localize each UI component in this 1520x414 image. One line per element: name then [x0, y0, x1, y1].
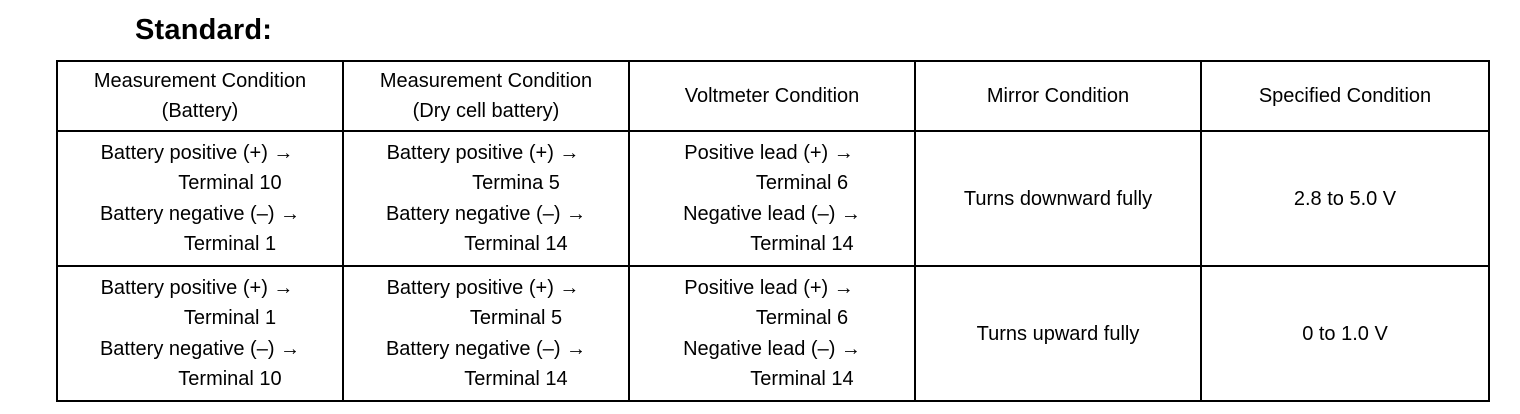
header-line: Mirror Condition: [986, 85, 1130, 107]
cell-line: Terminal 10: [178, 368, 282, 390]
cell-line: Battery negative (–) →: [99, 337, 301, 360]
specified-condition-cell: [1201, 131, 1489, 266]
cell-line: Positive lead (+) →: [684, 141, 854, 164]
header-line: Voltmeter Condition: [684, 85, 860, 107]
cell-line: Terminal 14: [750, 233, 854, 255]
table-row: [57, 131, 1489, 266]
header-dry-cell-condition: [343, 61, 629, 131]
header-line: (Dry cell battery): [412, 100, 560, 122]
header-voltmeter-condition: [629, 61, 915, 131]
battery-condition-cell: [57, 266, 343, 401]
cell-line: Terminal 5: [469, 307, 563, 329]
cell-line: Battery positive (+) →: [386, 141, 580, 164]
header-line: Measurement Condition: [93, 70, 307, 92]
cell-text: 2.8 to 5.0 V: [1293, 187, 1397, 210]
table-row: [57, 266, 1489, 401]
cell-line: Negative lead (–) →: [683, 202, 861, 225]
header-line: (Battery): [161, 100, 239, 122]
mirror-condition-cell: [915, 131, 1201, 266]
cell-line: Battery positive (+) →: [386, 276, 580, 299]
section-title: Standard:: [135, 14, 273, 46]
cell-line: Battery positive (+) →: [100, 276, 294, 299]
cell-text: Turns downward fully: [963, 187, 1153, 210]
cell-line: Terminal 14: [464, 233, 568, 255]
voltmeter-condition-cell: [629, 131, 915, 266]
cell-line: Positive lead (+) →: [684, 276, 854, 299]
cell-line: Terminal 14: [464, 368, 568, 390]
cell-line: Negative lead (–) →: [683, 337, 861, 360]
dry-cell-condition-cell: [343, 131, 629, 266]
cell-line: Terminal 1: [183, 233, 277, 255]
spec-table: [56, 60, 1490, 402]
cell-line: Battery negative (–) →: [99, 202, 301, 225]
header-specified-condition: [1201, 61, 1489, 131]
cell-text: Turns upward fully: [976, 322, 1140, 345]
cell-line: Battery negative (–) →: [385, 337, 587, 360]
cell-line: Battery negative (–) →: [385, 202, 587, 225]
cell-line: Terminal 14: [750, 368, 854, 390]
cell-line: Terminal 6: [755, 307, 849, 329]
header-mirror-condition: [915, 61, 1201, 131]
battery-condition-cell: [57, 131, 343, 266]
cell-line: Terminal 10: [178, 172, 282, 194]
cell-line: Terminal 1: [183, 307, 277, 329]
table-header-row: [57, 61, 1489, 131]
header-line: Specified Condition: [1258, 85, 1432, 107]
cell-line: Battery positive (+) →: [100, 141, 294, 164]
header-line: Measurement Condition: [379, 70, 593, 92]
voltmeter-condition-cell: [629, 266, 915, 401]
cell-line: Termina 5: [472, 172, 560, 194]
specified-condition-cell: [1201, 266, 1489, 401]
header-battery-condition: [57, 61, 343, 131]
dry-cell-condition-cell: [343, 266, 629, 401]
cell-line: Terminal 6: [755, 172, 849, 194]
mirror-condition-cell: [915, 266, 1201, 401]
cell-text: 0 to 1.0 V: [1302, 322, 1388, 345]
